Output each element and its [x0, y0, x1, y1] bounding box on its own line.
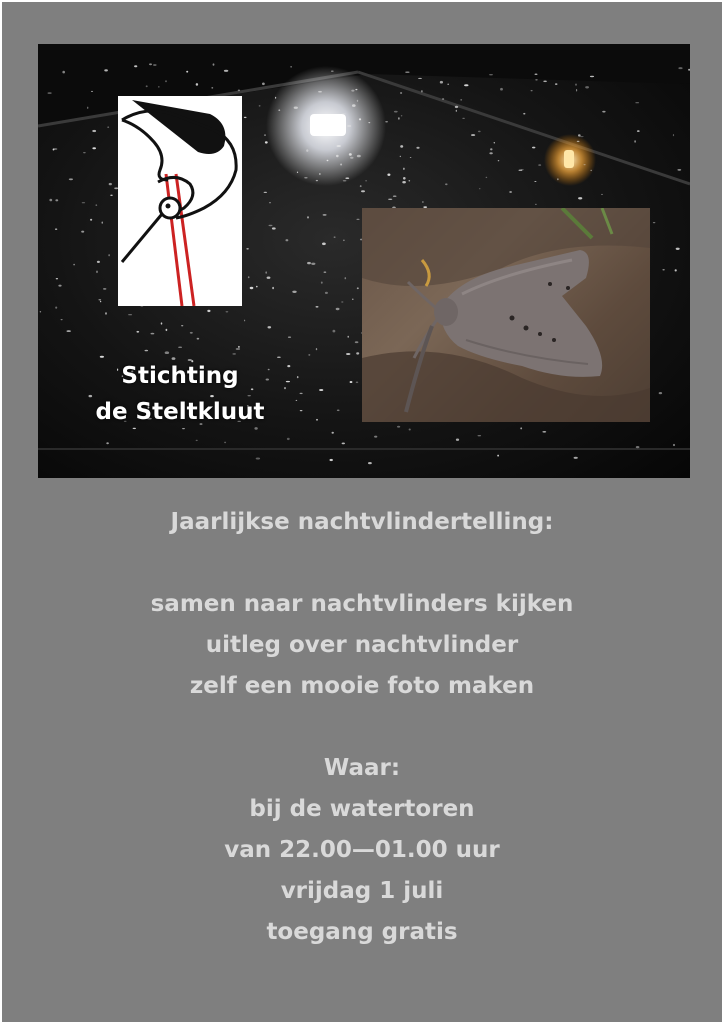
stilt-bird-logo-icon [118, 96, 242, 306]
event-info [0, 502, 724, 953]
spacer [0, 707, 724, 748]
activity-item: samen naar nachtvlinders kijken [150, 591, 574, 617]
location-label: Waar: [323, 755, 401, 781]
event-date: vrijdag 1 juli [280, 878, 444, 904]
foundation-logo [118, 96, 242, 306]
lamp-icon [564, 150, 574, 168]
activity-item: uitleg over nachtvlinder [205, 632, 519, 658]
foundation-name-line1: Stichting [121, 363, 239, 389]
floodlight-icon [310, 114, 346, 136]
foundation-name-line2: de Steltkluut [95, 399, 265, 425]
activity-item: zelf een mooie foto maken [189, 673, 535, 699]
entry-fee: toegang gratis [266, 919, 458, 945]
hero-image [38, 44, 690, 478]
foundation-name [68, 358, 292, 430]
event-headline: Jaarlijkse nachtvlindertelling: [170, 509, 554, 535]
spacer [0, 543, 724, 584]
moth-photo [362, 208, 650, 422]
event-time: van 22.00—01.00 uur [224, 837, 500, 863]
location-value: bij de watertoren [249, 796, 475, 822]
moth-icon [362, 208, 650, 422]
